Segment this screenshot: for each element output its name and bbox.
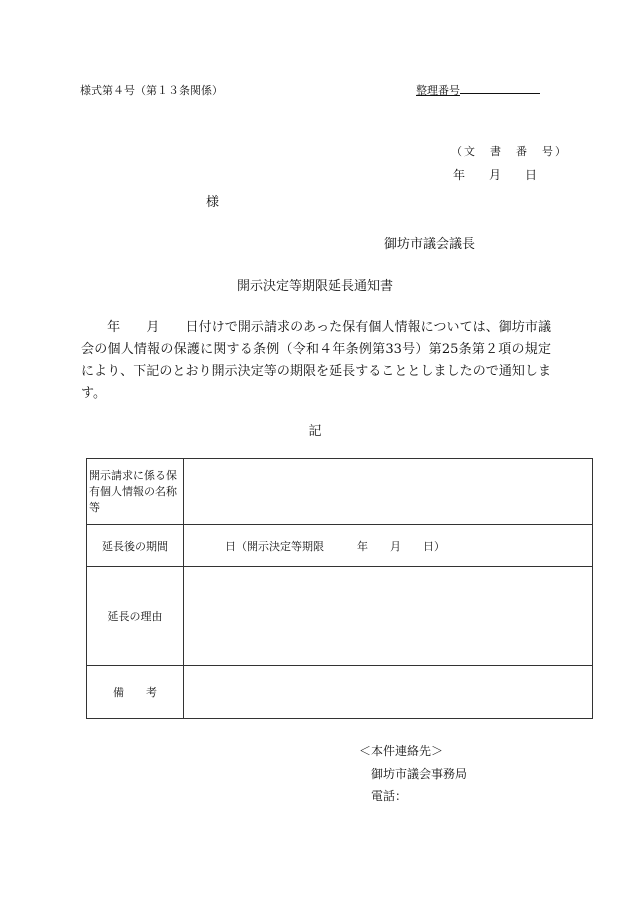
- document-date-line: 年 月 日: [453, 168, 538, 182]
- detail-table: [86, 458, 593, 719]
- document-title: 開示決定等期限延長通知書: [236, 279, 393, 294]
- row-value-item-name: [184, 459, 593, 525]
- reference-number-label: 整理番号: [416, 84, 460, 97]
- table-row: [87, 525, 593, 567]
- row-value-extended-period: 日（開示決定等期限 年 月 日）: [184, 525, 593, 567]
- row-value-reason: [184, 567, 593, 666]
- table-row: [87, 459, 593, 525]
- contact-heading: ＜本件連絡先＞: [359, 744, 444, 758]
- row-label-reason: 延長の理由: [87, 567, 184, 666]
- issuer-name: 御坊市議会議長: [384, 237, 476, 252]
- body-paragraph: 年 月 日付けで開示請求のあった保有個人情報については、御坊市議会の個人情報の保護に関する条例（令和４年条例第33号）第25条第２項の規定により、下記のとおり開示決定等の期限を延長することとしましたので通知します。: [81, 320, 551, 401]
- addressee: 様: [206, 195, 220, 210]
- table-row: [87, 567, 593, 666]
- ki-heading: 記: [308, 424, 322, 439]
- reference-number-field: [416, 82, 540, 98]
- row-label-extended-period: 延長後の期間: [87, 525, 184, 567]
- contact-office: 御坊市議会事務局: [371, 767, 468, 781]
- form-number: 様式第４号（第１３条関係）: [80, 84, 223, 97]
- contact-phone: 電話：: [371, 789, 408, 803]
- body-text: [81, 317, 551, 405]
- document-number-label: （文 書 番 号）: [451, 145, 568, 158]
- table-row: [87, 666, 593, 719]
- reference-number-blank: [460, 82, 540, 94]
- row-label-remarks: 備 考: [87, 666, 184, 719]
- row-value-remarks: [184, 666, 593, 719]
- row-label-item-name: 開示請求に係る保有個人情報の名称等: [87, 459, 184, 525]
